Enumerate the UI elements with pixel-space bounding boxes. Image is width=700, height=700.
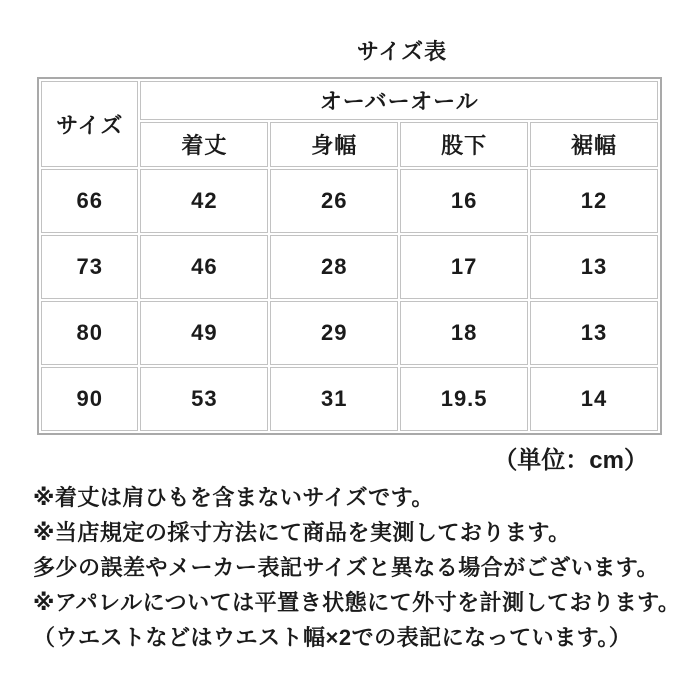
measure-cell: 12 [530,169,658,233]
size-cell: 73 [41,235,138,299]
measure-cell: 53 [140,367,268,431]
size-table [37,77,662,435]
page-title: サイズ表 [356,39,448,64]
measure-cell: 17 [400,235,528,299]
size-cell: 66 [41,169,138,233]
size-cell: 80 [41,301,138,365]
measure-cell: 16 [400,169,528,233]
size-column-header: サイズ [41,81,138,167]
measure-cell: 26 [270,169,398,233]
table-row [41,301,658,365]
measure-cell: 29 [270,301,398,365]
note-line: 多少の誤差やメーカー表記サイズと異なる場合がございます。 [33,555,660,580]
size-cell: 90 [41,367,138,431]
note-line: （ウエストなどはウエスト幅×2での表記になっています。） [33,625,632,650]
measure-cell: 19.5 [400,367,528,431]
measure-cell: 13 [530,235,658,299]
product-group-header: オーバーオール [140,81,658,120]
table-row [41,367,658,431]
column-header-body-length: 着丈 [140,122,268,167]
measure-cell: 31 [270,367,398,431]
column-header-hem-width: 裾幅 [530,122,658,167]
table-group-header-row [41,81,658,120]
note-line: ※アパレルについては平置き状態にて外寸を計測しております。 [33,590,681,615]
note-line: ※当店規定の採寸方法にて商品を実測しております。 [33,520,571,545]
measure-cell: 14 [530,367,658,431]
note-line: ※着丈は肩ひもを含まないサイズです。 [33,485,434,510]
measure-cell: 28 [270,235,398,299]
table-row [41,235,658,299]
measure-cell: 49 [140,301,268,365]
table-row [41,169,658,233]
measure-cell: 13 [530,301,658,365]
measure-cell: 18 [400,301,528,365]
column-header-body-width: 身幅 [270,122,398,167]
measure-cell: 42 [140,169,268,233]
column-header-inseam: 股下 [400,122,528,167]
unit-note: （単位：cm） [493,447,648,474]
measure-cell: 46 [140,235,268,299]
notes-block [33,486,693,661]
